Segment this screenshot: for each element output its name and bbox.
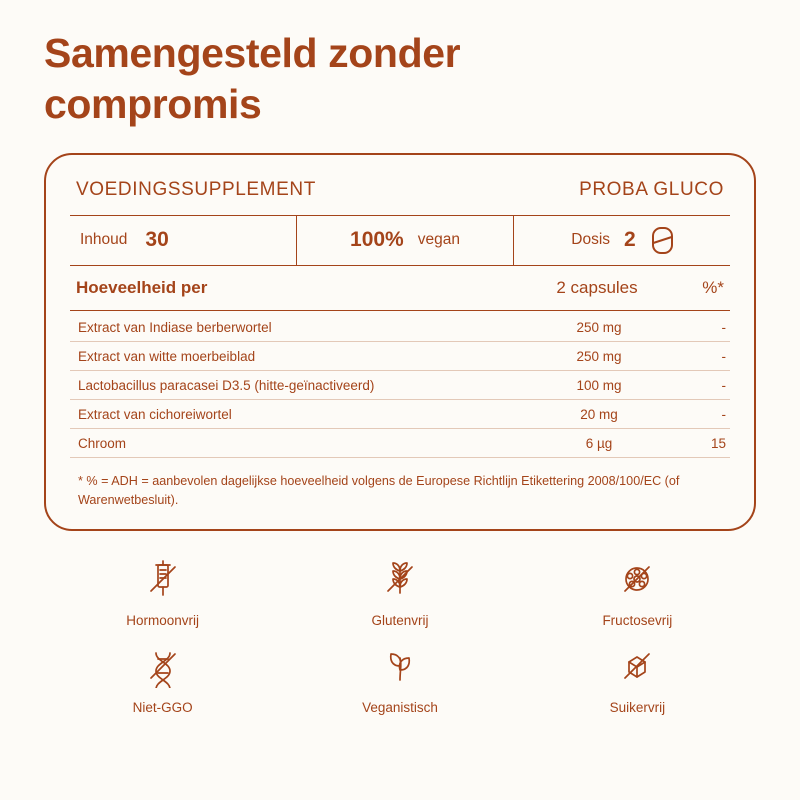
content-label: Inhoud [80,231,128,248]
info-cell-vegan [296,216,513,265]
vegan-label: vegan [417,231,460,248]
feature-veganistisch [281,644,518,715]
feature-grid [44,557,756,715]
dna-crossed-icon [141,644,185,688]
feature-fructosevrij [519,557,756,628]
table-row [70,399,730,428]
amount-header-label: Hoeveelheid per [76,277,208,297]
panel-header-left: VOEDINGSSUPPLEMENT [76,178,316,200]
table-row [70,313,730,342]
feature-suikervrij [519,644,756,715]
feature-label: Veganistisch [362,699,438,715]
feature-label: Niet-GGO [132,699,193,715]
ingredient-percent: - [674,341,730,370]
panel-header [70,175,730,215]
feature-niet-ggo [44,644,281,715]
ingredient-amount: 100 mg [524,370,674,399]
ingredient-name: Lactobacillus paracasei D3.5 (hitte-geïnactiveerd) [70,370,524,399]
feature-glutenvrij [281,557,518,628]
leaves-icon [378,644,422,688]
info-cell-content [70,216,296,265]
footnote: * % = ADH = aanbevolen dagelijkse hoeveelheid volgens de Europese Richtlijn Etikettering 2008/100/EC (of Warenwetbesluit). [78,473,680,508]
syringe-icon [141,557,185,601]
feature-label: Suikervrij [609,699,666,715]
ingredient-name: Extract van cichoreiwortel [70,399,524,428]
ingredient-percent: - [674,313,730,342]
feature-label: Fructosevrij [602,612,673,628]
vegan-value: 100% [350,228,404,251]
table-row [70,428,730,457]
dose-label: Dosis [571,231,611,248]
page-title-line-1: Samengesteld zonder [44,30,461,76]
page-title-line-2: compromis [44,81,262,128]
amount-header-amount: 2 capsules [556,277,638,297]
feature-hormoonvrij [44,557,281,628]
ingredients-table [70,313,730,458]
table-row [70,341,730,370]
supplement-panel [44,153,756,531]
ingredient-amount: 6 µg [524,428,674,457]
panel-info-row [70,215,730,266]
ingredient-name: Extract van Indiase berberwortel [70,313,524,342]
ingredient-amount: 250 mg [524,313,674,342]
sugar-cube-icon [615,644,659,688]
feature-label: Glutenvrij [371,612,429,628]
fruit-slice-icon [615,557,659,601]
panel-header-right: PROBA GLUCO [579,178,724,200]
info-cell-dose [513,216,730,265]
page-title [44,0,756,131]
amount-header-percent: %* [702,277,724,297]
dose-value: 2 [624,228,636,251]
ingredient-name: Extract van witte moerbeiblad [70,341,524,370]
ingredient-percent: 15 [674,428,730,457]
feature-label: Hormoonvrij [126,612,200,628]
table-row [70,370,730,399]
content-value: 30 [145,228,169,251]
ingredient-percent: - [674,399,730,428]
wheat-icon [378,557,422,601]
ingredient-amount: 20 mg [524,399,674,428]
ingredient-name: Chroom [70,428,524,457]
amount-header-row [70,266,730,311]
ingredient-percent: - [674,370,730,399]
ingredient-amount: 250 mg [524,341,674,370]
capsule-icon [652,227,673,254]
